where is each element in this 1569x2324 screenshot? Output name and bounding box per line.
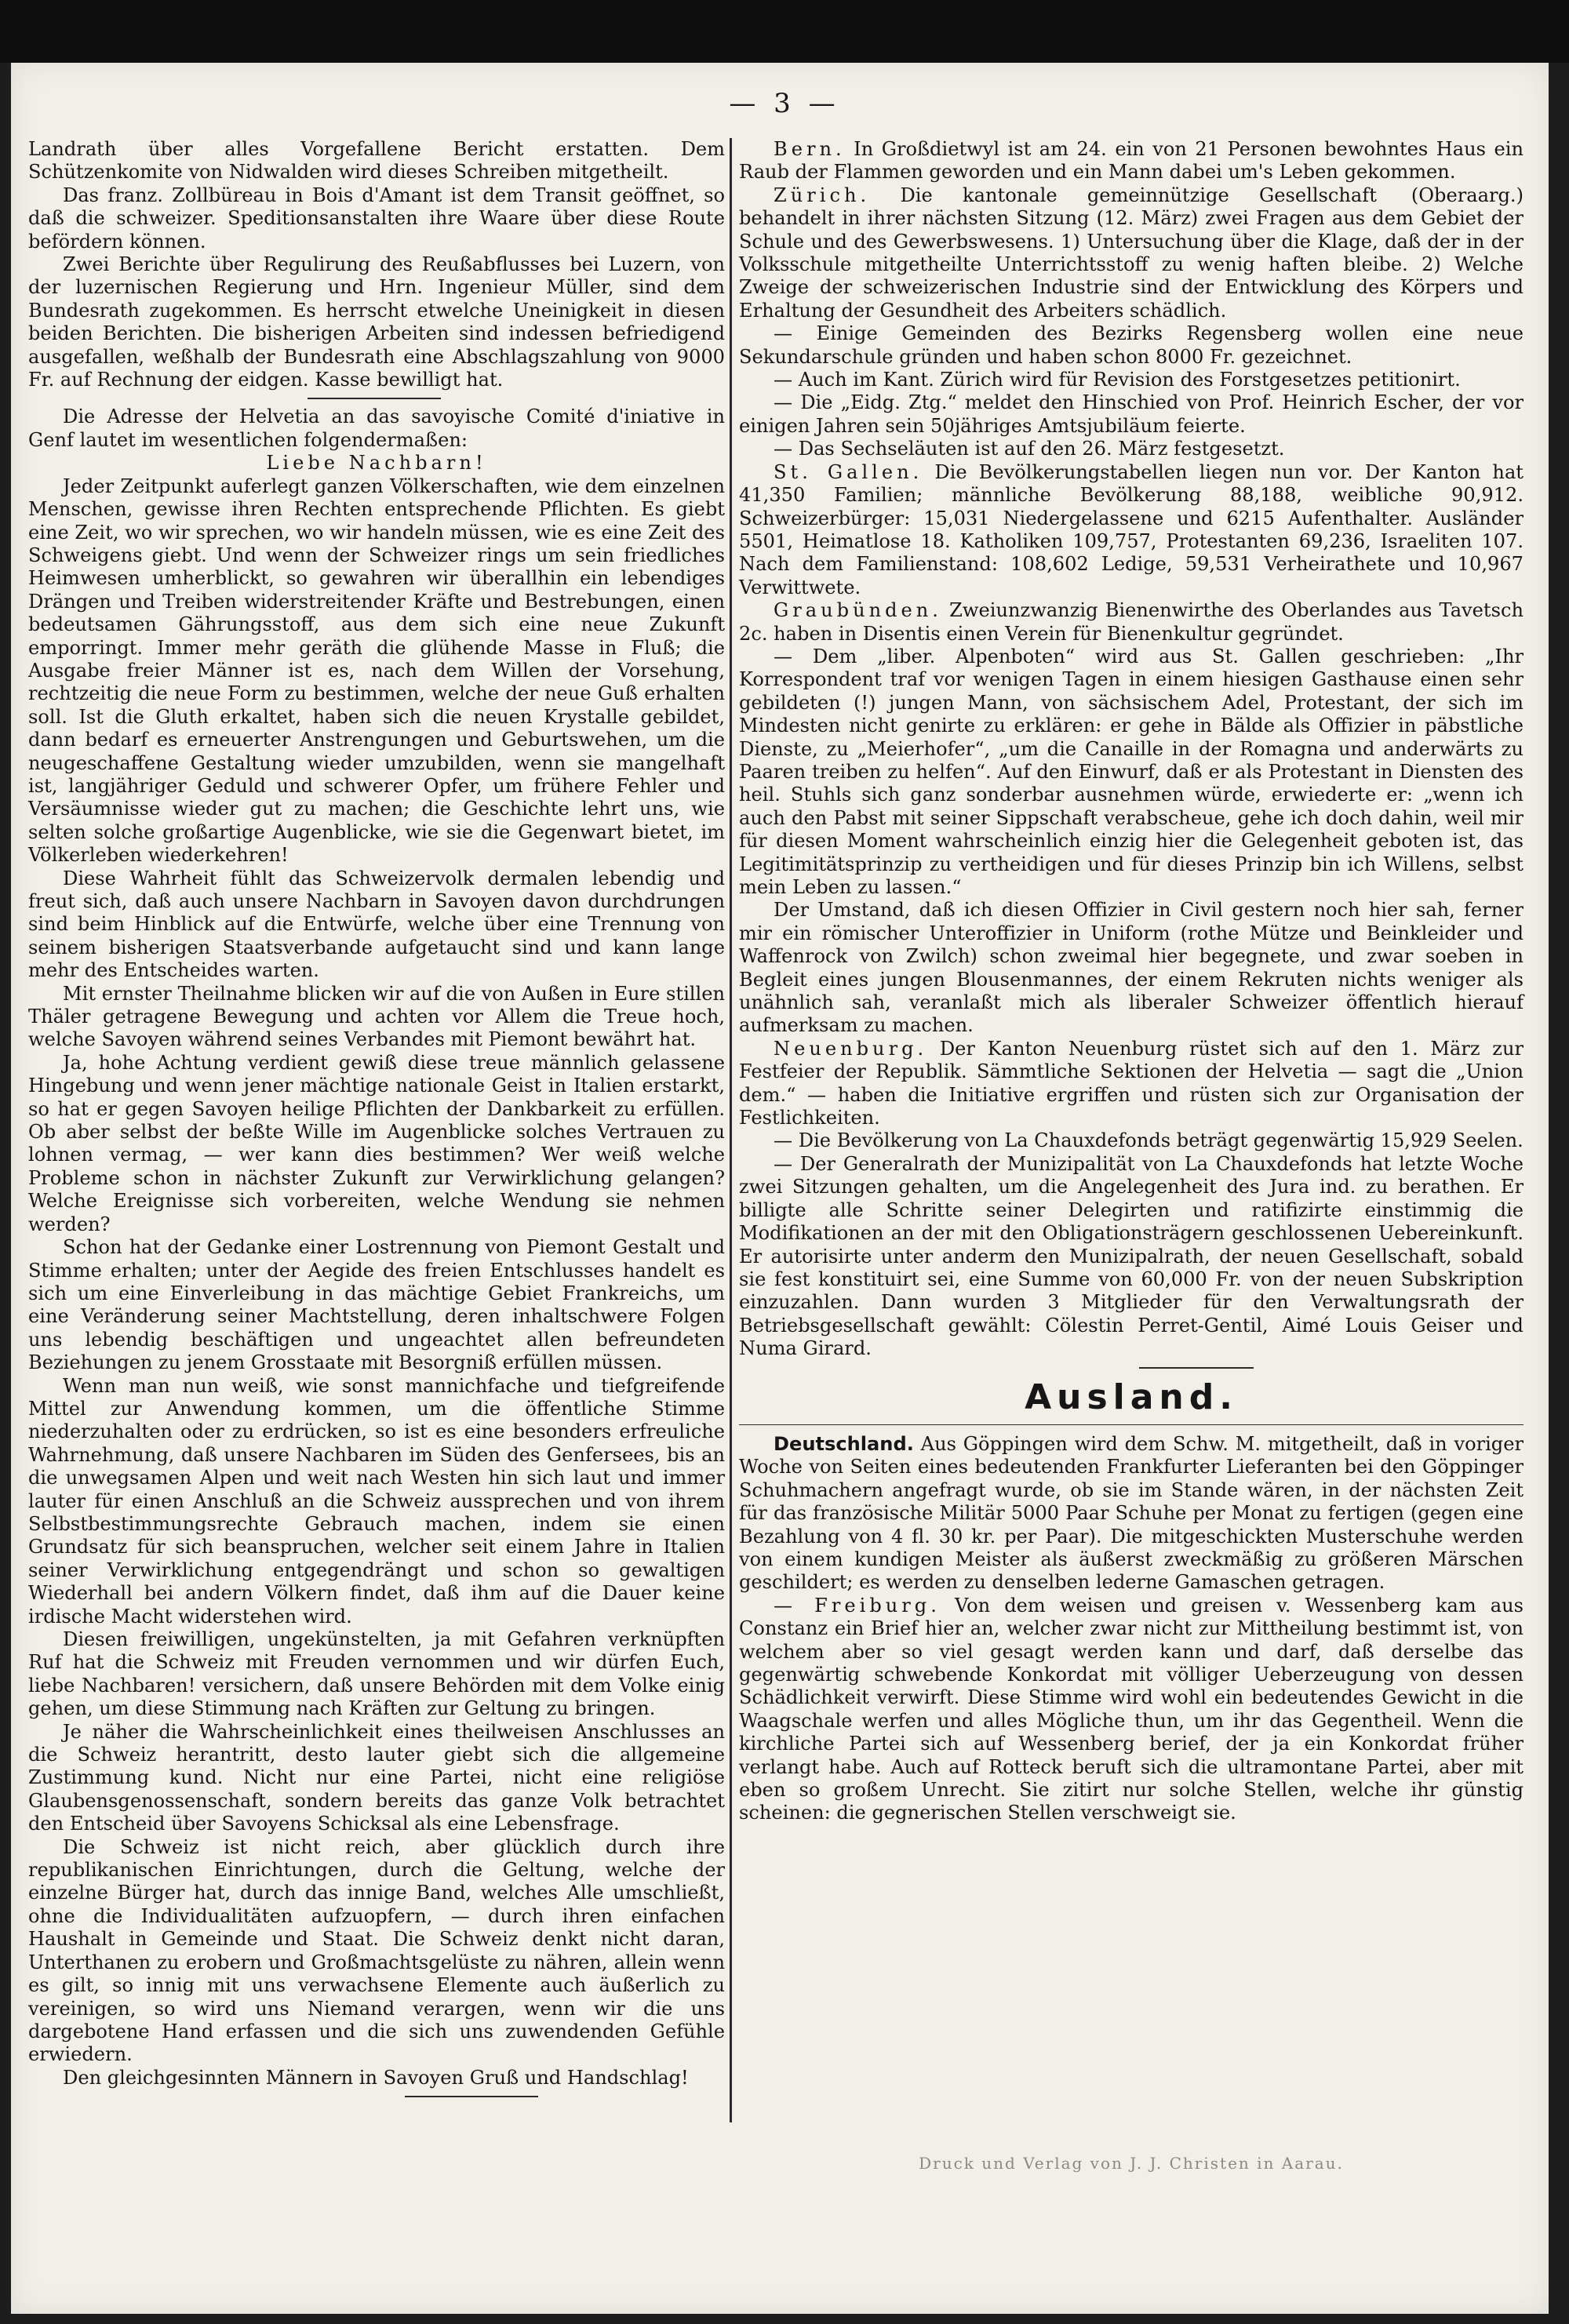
news-graubuenden: Graubünden. Zweiunzwanzig Bienenwirthe des Oberlandes aus Tavetsch 2c. haben in Disentis einen Verein für Bienenkultur gegründet. — [739, 599, 1523, 645]
left-column — [28, 138, 725, 2104]
news-stgallen: St. Gallen. Die Bevölkerungstabellen liegen nun vor. Der Kanton hat 41,350 Familien; männliche Bevölkerung 88,188, weibliche 90,912. Schweizerbürger: 15,031 Niedergelassene und 6215 Aufenthalter. Ausländer 5501, Heimatlose 18. Katholiken 109,757, Protestanten 69,236, Israeliten 107. Nach dem Familienstand: 108,602 Ledige, 59,531 Verheirathete und 10,967 Verwittwete. — [739, 460, 1523, 598]
end-divider — [405, 2096, 538, 2097]
article-paragraph: Ja, hohe Achtung verdient gewiß diese treue männlich gelassene Hingebung und wenn jener mächtige nationale Geist in Italien erstarkt, so hat er gegen Savoyen heilige Pflichten der Dankbarkeit zu erfüllen. Ob aber selbst der beßte Wille im Augenblicke solches Vertrauen zu lohnen vermag, — wer kann dies bestimmen? Wer weiß welche Probleme schon in nächster Zukunft zur Verwirklichung gelangen? Welche Ereignisse sich vorbereiten, welche Wendung sie nehmen werden? — [28, 1051, 725, 1235]
news-item: — Einige Gemeinden des Bezirks Regensberg wollen eine neue Sekundarschule gründen und haben schon 8000 Fr. gezeichnet. — [739, 322, 1523, 368]
news-neuenburg: Neuenburg. Der Kanton Neuenburg rüstet sich auf den 1. März zur Festfeier der Republik. Sämmtliche Sektionen der Helvetia — sagt die „Union dem.“ — haben die Initiative ergriffen und rüsten sich zur Organisation der Festlichkeiten. — [739, 1037, 1523, 1129]
printer-footer: Druck und Verlag von J. J. Christen in Aarau. — [919, 2154, 1344, 2173]
news-zuerich: Zürich. Die kantonale gemeinnützige Gesellschaft behandelt in ihrer nächsten Sitzung (12. März) zwei Fragen aus dem Gebiet der Schule und des Gewerbswesens. 1) Untersuchung über die Klage, daß der in der Volksschule mitgetheilte Unterrichtsstoff zu wenig haften bleibe. 2) Welche Zweige der schweizerischen Industrie sind der Entwicklung des Körpers und Erhaltung der Gesundheit des Arbeiters schädlich. — [739, 184, 1523, 322]
news-item: Der Umstand, daß ich diesen Offizier in Civil gestern noch hier sah, ferner mir ein römischer Unteroffizier in Uniform (rothe Mütze und Beinkleider und Waffenrock von Zwilch) schon zweimal hier begegnete, und zwar soeben in Begleit eines jungen Blousenmannes, der einem Rekruten nichts weniger als unähnlich sah, veranlaßt mich als liberaler Schweizer öffentlich hierauf aufmerksam zu machen. — [739, 899, 1523, 1037]
article-paragraph: Schon hat der Gedanke einer Lostrennung von Piemont Gestalt und Stimme erhalten; unter der Aegide des freien Entschlusses handelt es sich um eine Einverleibung in das mächtige Gebiet Frankreichs, um eine Veränderung seiner Machtstellung, deren inhaltschwere Folgen uns lebendig beschäftigen und ungeachtet allen befreundeten Beziehungen zu jenem Grosstaate mit Besorgniß erfüllen müssen. — [28, 1236, 725, 1374]
place-name: Zürich. — [774, 184, 871, 206]
article-paragraph: Diesen freiwilligen, ungekünstelten, ja mit Gefahren verknüpften Ruf hat die Schweiz mit Freuden vernommen und wir dürfen Euch, liebe Nachbaren! versichern, daß unsere Behörden mit dem Volke einig gehen, um diese Stimmung nach Kräften zur Geltung zu bringen. — [28, 1628, 725, 1720]
article-paragraph: Den gleichgesinnten Männern in Savoyen Gruß und Handschlag! — [63, 2066, 689, 2089]
source-note: (Oberaarg.) — [1411, 184, 1523, 206]
article-paragraph: Landrath über alles Vorgefallene Bericht erstatten. Dem Schützenkomite von Nidwalden wird dieses Schreiben mitgetheilt. — [28, 138, 725, 184]
place-name: Graubünden. — [774, 599, 942, 622]
heading-underline — [739, 1424, 1523, 1425]
article-paragraph: Die Schweiz ist nicht reich, aber glücklich durch ihre republikanischen Einrichtungen, durch die Geltung, welche der einzelne Bürger hat, durch das innige Band, welches Alle umschließt, ohne die Individualitäten aufzuopfern, — durch ihren einfachen Haushalt in Gemeinde und Staat. Die Schweiz denkt nicht daran, Unterthanen zu erobern und Großmachtsgelüste zu nähren, allein wenn es gilt, so innig mit uns verwachsene Elemente auch äußerlich zu vereinigen, so wird uns Niemand verargen, wenn wir die uns dargebotene Hand erfassen und die sich uns zuwendenden Gefühle erwiedern. — [28, 1835, 725, 2066]
column-divider — [730, 138, 732, 2122]
salutation: Liebe Nachbarn! — [266, 452, 487, 475]
article-paragraph: Jeder Zeitpunkt auferlegt ganzen Völkerschaften, wie dem einzelnen Menschen, gewisse ihren Rechten entsprechende Pflichten. Es giebt eine Zeit, wo wir sprechen, wo wir handeln müssen, wie es eine Zeit des Schweigens giebt. Und wenn der Schweizer rings um sein friedliches Heimwesen umherblickt, so gewahren wir überallhin ein lebendiges Drängen und Treiben widerstreitender Kräfte und Bestrebungen, einen bedeutsamen Gährungsstoff, aus dem sich eine neue Zukunft emporringt. Immer mehr geräth die glühende Masse in Fluß; die Ausgabe freier Männer ist es, nach dem Willen der Vorsehung, rechtzeitig die neue Form zu bestimmen, welche der neue Guß erhalten soll. Ist die Gluth erkaltet, haben sich die neuen Krystalle gebildet, dann bedarf es erneuerter Anstrengungen und Geburtswehen, um die neugeschaffene Gestaltung wieder umzubilden, wenn sie mangelhaft ist, langjähriger Geduld und schwerer Opfer, um frühere Fehler und Versäumnisse wieder gut zu machen; die Geschichte lehrt uns, wie selten solche großartige Augenblicke, wie sie die Gegenwart bietet, im Völkerleben wiederkehren! — [28, 475, 725, 867]
article-paragraph: Zwei Berichte über Regulirung des Reußabflusses bei Luzern, von der luzernischen Regierung und Hrn. Ingenieur Müller, sind dem Bundesrath zugekommen. Es herrscht etwelche Uneinigkeit in diesen beiden Berichten. Die bisherigen Arbeiten sind indessen befriedigend ausgefallen, weßhalb der Bundesrath eine Abschlagszahlung von 9000 Fr. auf Rechnung der eidgen. Kasse bewilligt hat. — [28, 253, 725, 391]
country-name: Deutschland. — [774, 1432, 914, 1455]
news-item: — Der Generalrath der Munizipalität von La Chauxdefonds hat letzte Woche zwei Sitzungen gehalten, um die Angelegenheit des Jura ind. zu berathen. Er billigte alle Schritte seiner Delegirten und ratifizirte einstimmig die Modifikationen an der mit den Obligationsträgern geschlossenen Uebereinkunft. Er autorisirte unter anderm den Munizipalrath, der neuen Gesellschaft, sobald sie fest konstituirt sei, eine Summe von 60,000 Fr. von der neuen Subskription einzuzahlen. Dann wurden 3 Mitglieder für den Verwaltungsrath der Betriebsgesellschaft gewählt: Cölestin Perret-Gentil, Aimé Louis Geiser und Numa Girard. — [739, 1152, 1523, 1360]
place-name: St. Gallen. — [774, 460, 923, 483]
news-item: — Auch im Kant. Zürich wird für Revision des Forstgesetzes petitionirt. — [774, 369, 1461, 391]
news-item: — Die „Eidg. Ztg.“ meldet den Hinschied von Prof. Heinrich Escher, der vor einigen Jahren sein 50jähriges Amtsjubiläum feierte. — [739, 391, 1523, 437]
news-freiburg: — Freiburg. Von dem weisen und greisen v. Wessenberg kam aus Constanz ein Brief hier an, welcher zwar nicht zur Mittheilung bestimmt ist, von welchem aber so viel gesagt werden kann und darf, daß derselbe das gegenwärtig schwebende Konkordat mit völliger Ueberzeugung von dessen Schädlichkeit verwirft. Diese Stimme wird wohl ein bedeutendes Gewicht in die Waagschale werfen und alles Mögliche thun, um ihr das Gegentheil. Wenn die kirchliche Partei sich auf Wessenberg berief, der ja ein Konkordat früher verlangt habe. Auch auf Rotteck beruft sich die ultramontane Partei, aber mit eben so großem Unrecht. Sie zitirt nur solche Stellen, welche ihr günstig scheinen: die gegnerischen Stellen verschweigt sie. — [739, 1594, 1523, 1824]
article-paragraph: Wenn man nun weiß, wie sonst mannichfache und tiefgreifende Mittel zur Anwendung kommen, um die öffentliche Stimme niederzuhalten oder zu erdrücken, so ist es eine besonders erfreuliche Wahrnehmung, daß unsere Nachbaren im Süden des Genfersees, bis an die unwegsamen Alpen und weit nach Westen hin sich laut und immer lauter für einen Anschluß an die Schweiz aussprechen und von ihrem Selbstbestimmungsrechte Gebrauch machen, indem sie einen Grundsatz für sich beanspruchen, welcher seit einem Jahre in Italien seiner Verwirklichung entgegendrängt und schon so gewaltigen Wiederhall bei andern Völkern findet, daß ihm auf die Dauer keine irdische Macht widerstehen wird. — [28, 1374, 725, 1628]
news-deutschland: Deutschland. Aus Göppingen wird dem Schw. M. mitgetheilt, daß in voriger Woche von Seiten eines bedeutenden Frankfurter Lieferanten bei den Göppinger Schuhmachern angefragt wurde, ob sie im Stande wären, in der nächsten Zeit für das französische Militär 5000 Paar Schuhe per Monat zu fertigen (gegen eine Bezahlung von 4 fl. 30 kr. per Paar). Die mitgeschickten Musterschuhe werden von einem kundigen Meister als äußerst zweckmäßig zu größeren Märschen geschildert; es werden zu denselben lederne Gamaschen getragen. — [739, 1432, 1523, 1594]
right-column — [739, 138, 1523, 1825]
section-divider — [1139, 1367, 1254, 1369]
page-number: — 3 — — [729, 88, 840, 119]
place-name: Bern. — [774, 138, 846, 160]
article-paragraph: Die Adresse der Helvetia an das savoyische Comité d'iniative in Genf lautet im wesentlichen folgendermaßen: — [28, 406, 725, 451]
news-item: — Die Bevölkerung von La Chauxdefonds beträgt gegenwärtig 15,929 Seelen. — [774, 1129, 1523, 1152]
section-divider — [308, 398, 441, 399]
scan-border — [0, 0, 1569, 63]
article-paragraph: Diese Wahrheit fühlt das Schweizervolk dermalen lebendig und freut sich, daß auch unsere Nachbarn in Savoyen davon durchdrungen sind beim Hinblick auf die Entwürfe, welche über eine Trennung von seinem bisherigen Staatsverbande aufgetaucht sind und kann lange mehr des Entscheides warten. — [28, 867, 725, 982]
article-paragraph: Je näher die Wahrscheinlichkeit eines theilweisen Anschlusses an die Schweiz herantritt, desto lauter giebt sich die allgemeine Zustimmung kund. Nicht nur eine Partei, nicht eine religiöse Glaubensgenossenschaft, sondern bereits das ganze Volk betrachtet den Entscheid über Savoyens Schicksal als eine Lebensfrage. — [28, 1720, 725, 1835]
article-paragraph: Mit ernster Theilnahme blicken wir auf die von Außen in Eure stillen Thäler getragene Bewegung und achten vor Allem die Treue hoch, welche Savoyen während seines Verbandes mit Piemont bewährt hat. — [28, 982, 725, 1051]
news-item: — Das Sechseläuten ist auf den 26. März festgesetzt. — [774, 438, 1285, 460]
place-name: — Freiburg. — [774, 1594, 941, 1617]
section-heading-ausland: Ausland. — [1025, 1377, 1238, 1417]
place-name: Neuenburg. — [774, 1037, 928, 1060]
article-paragraph: Das franz. Zollbüreau in Bois d'Amant ist dem Transit geöffnet, so daß die schweizer. Speditionsanstalten ihre Waare über diese Route befördern können. — [28, 184, 725, 253]
news-item: — Dem „liber. Alpenboten“ wird aus St. Gallen geschrieben: „Ihr Korrespondent traf vor wenigen Tagen in einem hiesigen Gasthause einen sehr gebildeten (!) jungen Mann, von sächsischem Adel, Protestant, der sich im Mindesten nicht genirte zu erklären: er gehe in Bälde als Offizier in päbstliche Dienste, zu „Meierhofer“, „um die Canaille in der Romagna und anderwärts zu Paaren treiben zu helfen“. Auf den Einwurf, daß er als Protestant in Diensten des heil. Stuhls sich ganz sonderbar ausnehmen würde, erwiederte er: „wenn ich auch den Pabst mit seiner Sippschaft verabscheue, gehe ich doch dahin, weil mir für diesen Moment wahrscheinlich einzig hier die Gelegenheit geboten ist, das Legitimitätsprinzip zu vertheidigen und für dieses Prinzip bin ich Willens, selbst mein Leben zu lassen.“ — [739, 645, 1523, 898]
news-bern: Bern. In Großdietwyl ist am 24. ein von 21 Personen bewohntes Haus ein Raub der Flammen geworden und ein Mann dabei um's Leben gekommen. (Oberaarg.) — [739, 138, 1523, 206]
